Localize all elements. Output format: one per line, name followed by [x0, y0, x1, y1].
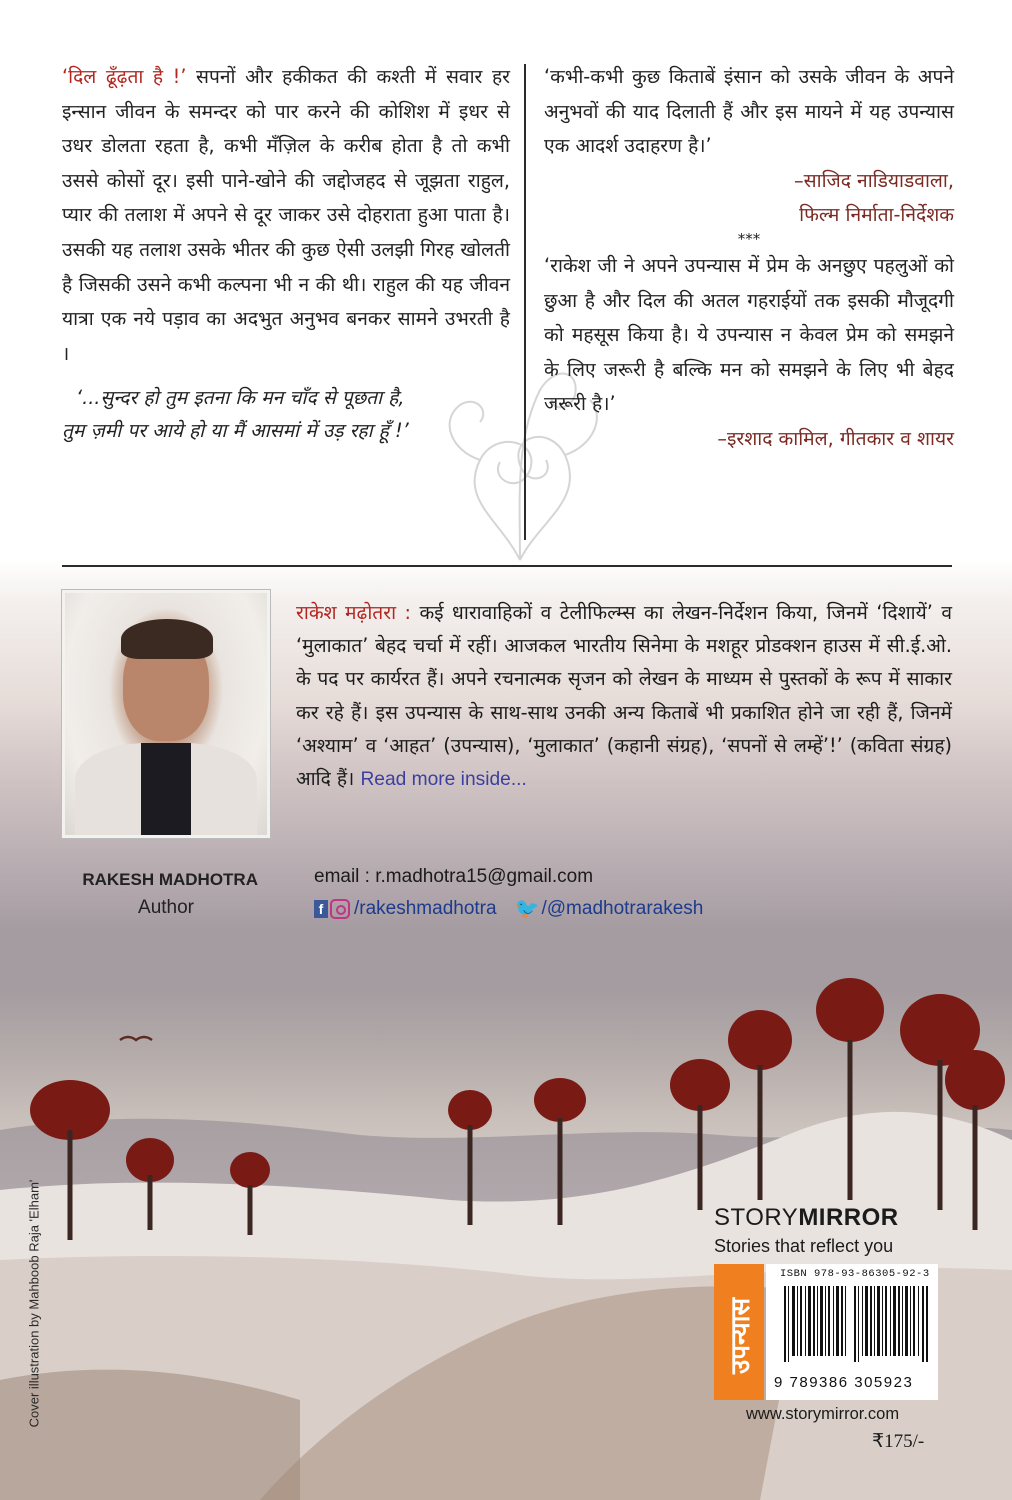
- review-separator: ***: [737, 229, 761, 248]
- read-more-text: Read more inside...: [360, 769, 527, 791]
- column-divider: [524, 64, 526, 540]
- twitter-icon: 🐦: [514, 898, 540, 920]
- quote-line-1: ‘...सुन्दर हो तुम इतना कि मन चाँद से पूछता है,: [76, 386, 405, 410]
- isbn-text: ISBN 978-93-86305-92-3: [780, 1268, 930, 1280]
- review-2-author: –इरशाद कामिल, गीतकार व शायर: [717, 426, 954, 450]
- author-bio-name: राकेश मढ़ोतरा :: [296, 601, 411, 624]
- publisher-tagline: Stories that reflect you: [714, 1236, 894, 1256]
- author-bio: [296, 596, 952, 796]
- publisher-website: www.storymirror.com: [746, 1405, 900, 1423]
- publisher-logo-part1: STORY: [714, 1204, 799, 1231]
- twitter-handle: /@madhotrarakesh: [541, 897, 704, 919]
- review-1-author: –साजिद नाडियाडवाला,: [794, 168, 954, 192]
- book-quote: [62, 381, 510, 447]
- author-bio-text: कई धारावाहिकों व टेलीफिल्म्स का लेखन-निर्देशन किया, जिनमें ‘दिशायें’ व ‘मुलाकात’ बेहद चर्चा में रहीं। आजकल भारतीय सिनेमा के मशहूर प्रोडक्शन हाउस में सी.ई.ओ. के पद पर कार्यरत हैं। अपने रचनात्मक सृजन को लेखन के माध्यम से पुस्तकों के रूप में साकार कर रहे हैं। इस उपन्यास के साथ-साथ उनकी अन्य किताबें भी प्रकाशित होने जा रही हैं, जिनमें ‘अश्याम’ व ‘आहत’ (उपन्यास), ‘मुलाकात’ (कहानी संग्रह), ‘सपनों से लम्हें’!’ (कविता संग्रह) आदि हैं।: [296, 601, 952, 791]
- author-role: Author: [138, 897, 194, 918]
- author-photo-shirt: [141, 743, 191, 835]
- book-title-lead: ‘दिल ढूँढ़ता है !’: [62, 65, 187, 88]
- author-name: RAKESH MADHOTRA: [82, 870, 258, 889]
- author-email: email : r.madhotra15@gmail.com: [314, 866, 594, 887]
- author-photo-hair: [121, 619, 213, 659]
- instagram-icon: [330, 899, 350, 919]
- cover-illustration-credit: Cover illustration by Mahboob Raja 'Elham': [26, 1179, 42, 1428]
- author-photo: [62, 590, 270, 838]
- publisher-logo-part2: MIRROR: [798, 1204, 899, 1231]
- genre-label: उपन्यास: [726, 1297, 756, 1375]
- synopsis-column: [62, 60, 510, 447]
- facebook-instagram-handle: /rakeshmadhotra: [354, 897, 497, 919]
- social-links: [314, 896, 703, 921]
- quote-line-2: तुम ज़मी पर आये हो या मैं आसमां में उड़ रहा हूँ !’: [62, 419, 409, 443]
- facebook-icon: f: [314, 900, 328, 918]
- barcode: [784, 1286, 930, 1362]
- book-price: ₹175/-: [872, 1431, 925, 1452]
- review-1-text: ‘कभी-कभी कुछ किताबें इंसान को उसके जीवन के अपने अनुभवों की याद दिलाती हैं और इस मायने में यह उपन्यास एक आदर्श उदाहरण है।’: [544, 65, 954, 158]
- barcode-number: 9 789386 305923: [774, 1374, 914, 1391]
- review-2-text: ‘राकेश जी ने अपने उपन्यास में प्रेम के अनछुए पहलुओं को छुआ है और दिल की अतल गहराईयों तक इसकी मौजूदगी को महसूस किया है। ये उपन्यास न केवल प्रेम को समझने के लिए जरूरी है बल्कि मन को समझने के लिए भी बेहद जरूरी है।’: [544, 253, 954, 416]
- synopsis-text: सपनों और हकीकत की कश्ती में सवार हर इन्सान जीवन के समन्दर को पार करने की कोशिश में इधर से उधर डोलता रहता है, कभी मँज़िल के करीब होता है तो कभी उससे कोसों दूर। इसी पाने-खोने की जद्दोजहद से जूझता राहुल, प्यार की तलाश में अपने से दूर जाकर उसे दोहराता हुआ पाता है। उसकी यह तलाश उसके भीतर की कुछ ऐसी उलझी गिरह खोलती है जिसकी उसने कभी कल्पना भी न की थी। राहुल की यह जीवन यात्रा एक नये पड़ाव का अदभुत अनुभव बनकर सामने उभरती है ।: [62, 65, 511, 365]
- reviews-column: [544, 60, 954, 457]
- publisher-logo: [714, 1204, 899, 1232]
- section-divider: [62, 565, 952, 567]
- review-1-role: फिल्म निर्माता-निर्देशक: [799, 203, 954, 227]
